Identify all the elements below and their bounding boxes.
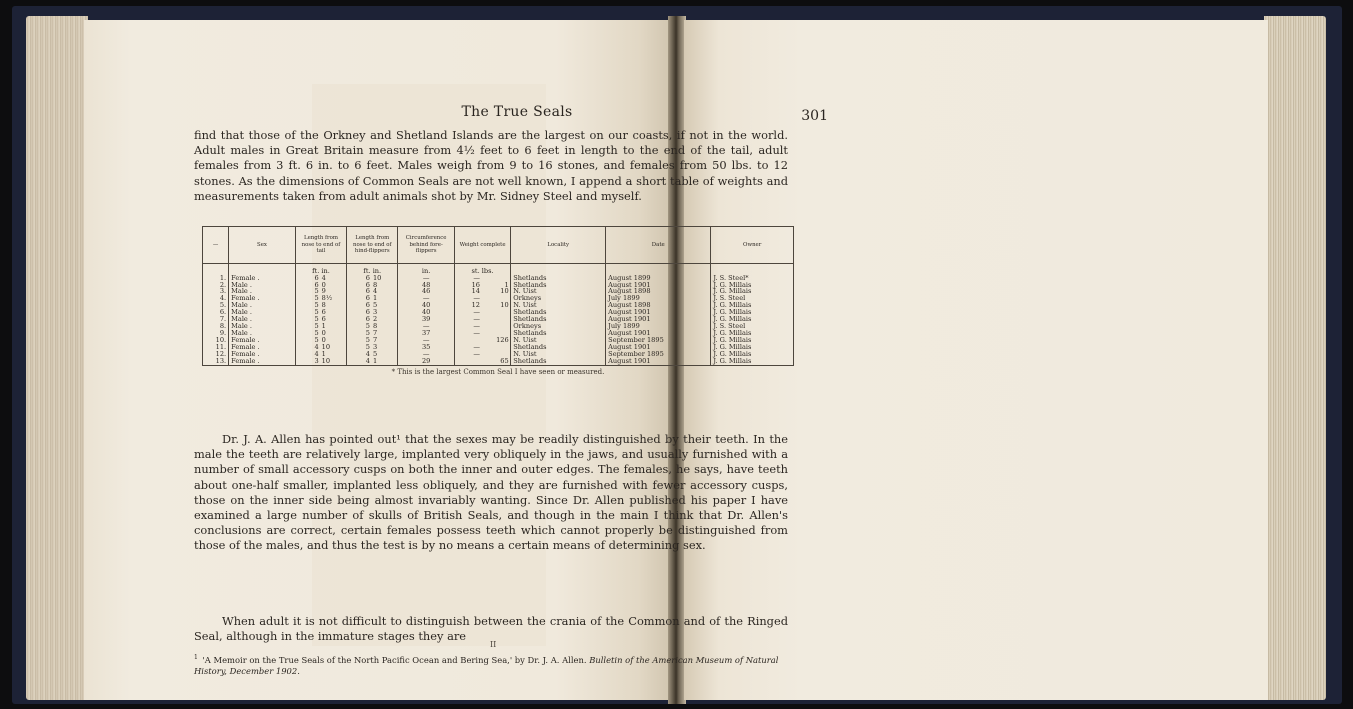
header-owner: Owner (711, 227, 793, 263)
cell-index: 6. (219, 308, 227, 317)
cell-length-tail-ft: 4 (314, 343, 319, 352)
cell-locality: Shetlands (513, 357, 547, 365)
cell-weight-lbs: 126 (496, 336, 509, 345)
units-locality (511, 263, 606, 275)
paragraph-2: Dr. J. A. Allen has pointed out¹ that the sexes may be readily distinguished by their teeth. In the male the teeth are relatively large, implanted very obliquely in the jaws, and usually furnished with a number of small accessory cusps on both the inner and outer edges. The females, he says, have teeth about one-half smaller, implanted less obliquely, and they are furnished with fewer accessory cusps, those on the inner side being almost invariably wanting. Since Dr. Allen published his paper I have examined a large number of skulls of British Seals, and though in the main I think that Dr. Allen's conclusions are correct, certain females possess teeth which cannot properly be distinguished from those of the males, and thus the test is by no means a certain means of determining sex. (194, 432, 788, 553)
footnote (194, 652, 788, 677)
cell-sex: Male . (231, 308, 253, 317)
cell-length-flippers-ft: 6 (365, 294, 370, 303)
cell-index: 10. (215, 336, 227, 345)
cell-length-tail-ft: 5 (314, 308, 319, 317)
cell-circumference: 29 (421, 357, 431, 365)
cell-length-tail-ft: 5 (314, 315, 319, 324)
header-length-tail: Length from nose to end of tail (295, 227, 346, 263)
units-length-tail: ft. in. (295, 263, 346, 275)
cell-owner: J. S. Steel (713, 322, 746, 331)
cell-date: July 1899 (608, 294, 640, 303)
cell-length-flippers-ft: 6 (365, 308, 370, 317)
cell-weight-st: — (473, 322, 480, 331)
cell-date: August 1901 (608, 357, 651, 365)
cell-owner: J. G. Millais (713, 329, 752, 338)
cell-circumference: 40 (421, 308, 431, 317)
cell-locality: N. Uist (513, 287, 537, 296)
cell-length-tail-ft: 4 (314, 350, 319, 359)
cell-weight-st: — (473, 308, 480, 317)
table-cell (295, 309, 346, 316)
cell-weight-lbs: 10 (500, 287, 509, 296)
cell-length-flippers-in: 10 (372, 273, 382, 282)
table-cell (454, 323, 510, 330)
cell-weight-st: 16 (471, 280, 480, 289)
table-cell (203, 358, 229, 365)
footnote-source: Bulletin of the American Museum of Natural History, December 1902. (194, 654, 779, 676)
cell-owner: J. G. Millais (713, 357, 752, 365)
signature-mark: II (490, 640, 497, 649)
cell-length-tail-in: 1 (321, 350, 326, 359)
table-row (203, 358, 793, 365)
table-cell (295, 323, 346, 330)
cell-length-flippers-in: 3 (372, 308, 378, 317)
cell-circumference: — (422, 336, 430, 345)
cell-date: August 1899 (608, 273, 651, 282)
cell-length-flippers-ft: 5 (365, 343, 370, 352)
table-row (203, 323, 793, 330)
cell-circumference: 35 (421, 343, 431, 352)
units-row (203, 263, 793, 275)
cell-length-tail-ft: 6 (314, 280, 319, 289)
cell-sex: Female . (231, 294, 260, 303)
table-cell (229, 358, 296, 365)
cell-length-flippers-ft: 5 (365, 336, 370, 345)
header-length-flippers: Length from nose to end of hind-flippers (347, 227, 398, 263)
cell-length-tail-in: 6 (321, 308, 326, 317)
cell-sex: Female . (231, 357, 260, 365)
table-cell (295, 337, 346, 344)
cell-length-flippers-ft: 6 (365, 287, 370, 296)
cell-length-tail-in: 10 (321, 357, 331, 365)
footnote-mark: 1 (194, 654, 198, 661)
cell-date: August 1901 (608, 308, 651, 317)
table-cell (295, 302, 346, 309)
cell-index: 7. (219, 315, 227, 324)
cell-date: August 1901 (608, 329, 651, 338)
cell-length-flippers-in: 5 (372, 301, 378, 310)
cell-date: August 1898 (608, 287, 651, 296)
cell-length-tail-ft: 5 (314, 322, 319, 331)
table-cell (454, 358, 510, 365)
cell-length-flippers-ft: 5 (365, 322, 370, 331)
cell-circumference: 40 (421, 301, 431, 310)
cell-date: August 1898 (608, 301, 651, 310)
cell-locality: Shetlands (513, 315, 547, 324)
page-title: The True Seals (461, 104, 573, 120)
cell-index: 2. (219, 280, 227, 289)
cell-index: 8. (219, 322, 227, 331)
table-cell (454, 316, 510, 323)
cell-length-flippers-ft: 4 (365, 357, 370, 365)
cell-weight-st: — (473, 294, 480, 303)
table-cell (454, 288, 510, 295)
cell-length-tail-in: 1 (321, 322, 326, 331)
cell-sex: Male . (231, 322, 253, 331)
table-cell (295, 358, 346, 365)
cell-owner: J. G. Millais (713, 336, 752, 345)
cell-length-tail-in: 0 (321, 329, 326, 338)
cell-length-flippers-ft: 5 (365, 329, 370, 338)
cell-length-tail-in: 4 (321, 273, 326, 282)
cell-weight-st: — (473, 350, 480, 359)
cell-length-flippers-in: 4 (372, 287, 378, 296)
cell-length-tail-in: 8½ (321, 294, 333, 303)
table-row (203, 316, 793, 323)
cell-weight-st: — (473, 329, 480, 338)
paragraph-3: When adult it is not difficult to distinguish between the crania of the Common and of the Ringed Seal, although in the immature stages they are (194, 614, 788, 644)
table-body (203, 263, 793, 365)
cell-locality: Shetlands (513, 273, 547, 282)
cell-owner: J. G. Millais (713, 315, 752, 324)
table-footnote: * This is the largest Common Seal I have seen or measured. (391, 368, 605, 376)
header-index: — (203, 227, 229, 263)
table-cell (454, 344, 510, 351)
cell-locality: Shetlands (513, 343, 547, 352)
cell-circumference: 46 (421, 287, 431, 296)
cell-length-flippers-in: 7 (372, 336, 378, 345)
footnote-text: 'A Memoir on the True Seals of the North Pacific Ocean and Bering Sea,' by Dr. J. A. Allen. (202, 654, 587, 665)
cell-length-tail-ft: 5 (314, 294, 319, 303)
cell-circumference: 48 (421, 280, 431, 289)
table-cell (295, 295, 346, 302)
cell-sex: Female . (231, 343, 260, 352)
cell-length-tail-in: 0 (321, 280, 326, 289)
cell-length-tail-ft: 5 (314, 287, 319, 296)
right-page-edges (1264, 16, 1326, 700)
cell-index: 11. (215, 343, 227, 352)
table-cell (454, 309, 510, 316)
cell-locality: N. Uist (513, 336, 537, 345)
table-cell (711, 358, 793, 365)
table-cell (295, 282, 346, 289)
cell-sex: Female . (231, 350, 260, 359)
cell-owner: J. S. Steel* (713, 273, 749, 282)
cell-sex: Female . (231, 336, 260, 345)
cell-length-tail-in: 9 (321, 287, 326, 296)
running-head (206, 104, 828, 124)
cell-length-flippers-in: 7 (372, 329, 378, 338)
table-cell (295, 344, 346, 351)
cell-sex: Male . (231, 329, 253, 338)
cell-locality: N. Uist (513, 301, 537, 310)
table-row (203, 351, 793, 358)
cell-weight-lbs: 1 (504, 280, 509, 289)
cell-length-tail-ft: 5 (314, 336, 319, 345)
cell-length-flippers-in: 2 (372, 315, 378, 324)
cell-circumference: — (422, 322, 430, 331)
cell-length-flippers-ft: 6 (365, 315, 370, 324)
cell-date: August 1901 (608, 315, 651, 324)
cell-length-flippers-in: 3 (372, 343, 378, 352)
cell-index: 5. (219, 301, 227, 310)
cell-index: 1. (219, 273, 227, 282)
paragraph-1: find that those of the Orkney and Shetland Islands are the largest on our coasts, if not in the world. Adult males in Great Britain measure from 4½ feet to 6 feet in length to the end of the tail, adult females from 3 ft. 6 in. to 6 feet. Males weigh from 9 to 16 stones, and females from 50 lbs. to 12 stones. As the dimensions of Common Seals are not well known, I append a short table of weights and measurements taken from adult animals shot by Mr. Sidney Steel and myself. (194, 128, 788, 203)
cell-length-tail-ft: 3 (314, 357, 319, 365)
cell-weight-st: 14 (471, 287, 480, 296)
cell-weight-st: — (473, 343, 480, 352)
cell-weight-st: — (473, 273, 480, 282)
cell-locality: Shetlands (513, 308, 547, 317)
table-row (203, 275, 793, 282)
cell-sex: Male . (231, 301, 253, 310)
cell-owner: J. S. Steel (713, 294, 746, 303)
cell-length-tail-in: 6 (321, 315, 326, 324)
cell-index: 4. (219, 294, 227, 303)
cell-circumference: — (422, 273, 430, 282)
cell-owner: J. G. Millais (713, 301, 752, 310)
cell-date: August 1901 (608, 343, 651, 352)
table-cell (295, 316, 346, 323)
cell-length-flippers-ft: 6 (365, 301, 370, 310)
cell-circumference: — (422, 294, 430, 303)
table-cell (398, 358, 454, 365)
cell-locality: N. Uist (513, 350, 537, 359)
cell-circumference: — (422, 350, 430, 359)
cell-date: August 1901 (608, 280, 651, 289)
cell-length-tail-ft: 5 (314, 301, 319, 310)
units-index (203, 263, 229, 275)
cell-owner: J. G. Millais (713, 287, 752, 296)
cell-sex: Female . (231, 273, 260, 282)
cell-date: September 1895 (608, 350, 664, 359)
cell-index: 12. (215, 350, 227, 359)
table-row (203, 337, 793, 344)
cell-length-flippers-in: 8 (372, 322, 378, 331)
cell-circumference: 37 (421, 329, 431, 338)
cell-length-tail-in: 10 (321, 343, 331, 352)
cell-length-tail-in: 8 (321, 301, 326, 310)
table-row (203, 288, 793, 295)
units-circumference: in. (398, 263, 454, 275)
cell-sex: Male . (231, 315, 253, 324)
left-page-edges (26, 16, 88, 700)
header-sex: Sex (229, 227, 296, 263)
table-cell (295, 288, 346, 295)
cell-locality: Shetlands (513, 280, 547, 289)
cell-length-tail-in: 0 (321, 336, 326, 345)
cell-circumference: 39 (421, 315, 431, 324)
cell-length-flippers-in: 5 (372, 350, 378, 359)
header-circumference: Circumference behind fore-flippers (398, 227, 454, 263)
table-cell (511, 358, 606, 365)
table-cell (454, 337, 510, 344)
cell-length-flippers-in: 1 (372, 294, 378, 303)
table-cell (454, 275, 510, 282)
header-locality: Locality (511, 227, 606, 263)
cell-length-flippers-ft: 6 (365, 280, 370, 289)
table-row (203, 309, 793, 316)
cell-sex: Male . (231, 280, 253, 289)
cell-index: 13. (215, 357, 227, 365)
cell-length-tail-ft: 5 (314, 329, 319, 338)
cell-weight-lbs: 65 (500, 357, 509, 365)
cell-locality: Orkneys (513, 322, 542, 331)
cell-length-flippers-ft: 4 (365, 350, 370, 359)
cell-sex: Male . (231, 287, 253, 296)
table-row (203, 344, 793, 351)
table-cell (295, 330, 346, 337)
units-sex (229, 263, 296, 275)
cell-date: July 1899 (608, 322, 640, 331)
table-cell (295, 351, 346, 358)
header-weight: Weight complete (454, 227, 510, 263)
cell-weight-lbs: 10 (500, 301, 509, 310)
cell-index: 3. (219, 287, 227, 296)
table-row (203, 295, 793, 302)
table-cell (606, 358, 711, 365)
cell-owner: J. G. Millais (713, 350, 752, 359)
page-number: 301 (801, 108, 828, 124)
table-cell (295, 275, 346, 282)
units-owner (711, 263, 793, 275)
header-date: Date (606, 227, 711, 263)
cell-length-flippers-in: 1 (372, 357, 378, 365)
table-row (203, 282, 793, 289)
cell-length-tail-ft: 6 (314, 273, 319, 282)
table-cell (454, 302, 510, 309)
cell-owner: J. G. Millais (713, 280, 752, 289)
cell-length-flippers-ft: 6 (365, 273, 370, 282)
cell-owner: J. G. Millais (713, 308, 752, 317)
seal-measurements-table (202, 226, 794, 366)
units-date (606, 263, 711, 275)
cell-date: September 1895 (608, 336, 664, 345)
cell-weight-st: — (473, 315, 480, 324)
cell-owner: J. G. Millais (713, 343, 752, 352)
table-row (203, 302, 793, 309)
cell-locality: Orkneys (513, 294, 542, 303)
cell-length-flippers-in: 8 (372, 280, 378, 289)
cell-weight-st: 12 (471, 301, 480, 310)
table-header-row (203, 227, 793, 263)
cell-locality: Shetlands (513, 329, 547, 338)
units-weight: st. lbs. (454, 263, 510, 275)
cell-index: 9. (219, 329, 227, 338)
table-cell (347, 358, 398, 365)
units-length-flippers: ft. in. (347, 263, 398, 275)
